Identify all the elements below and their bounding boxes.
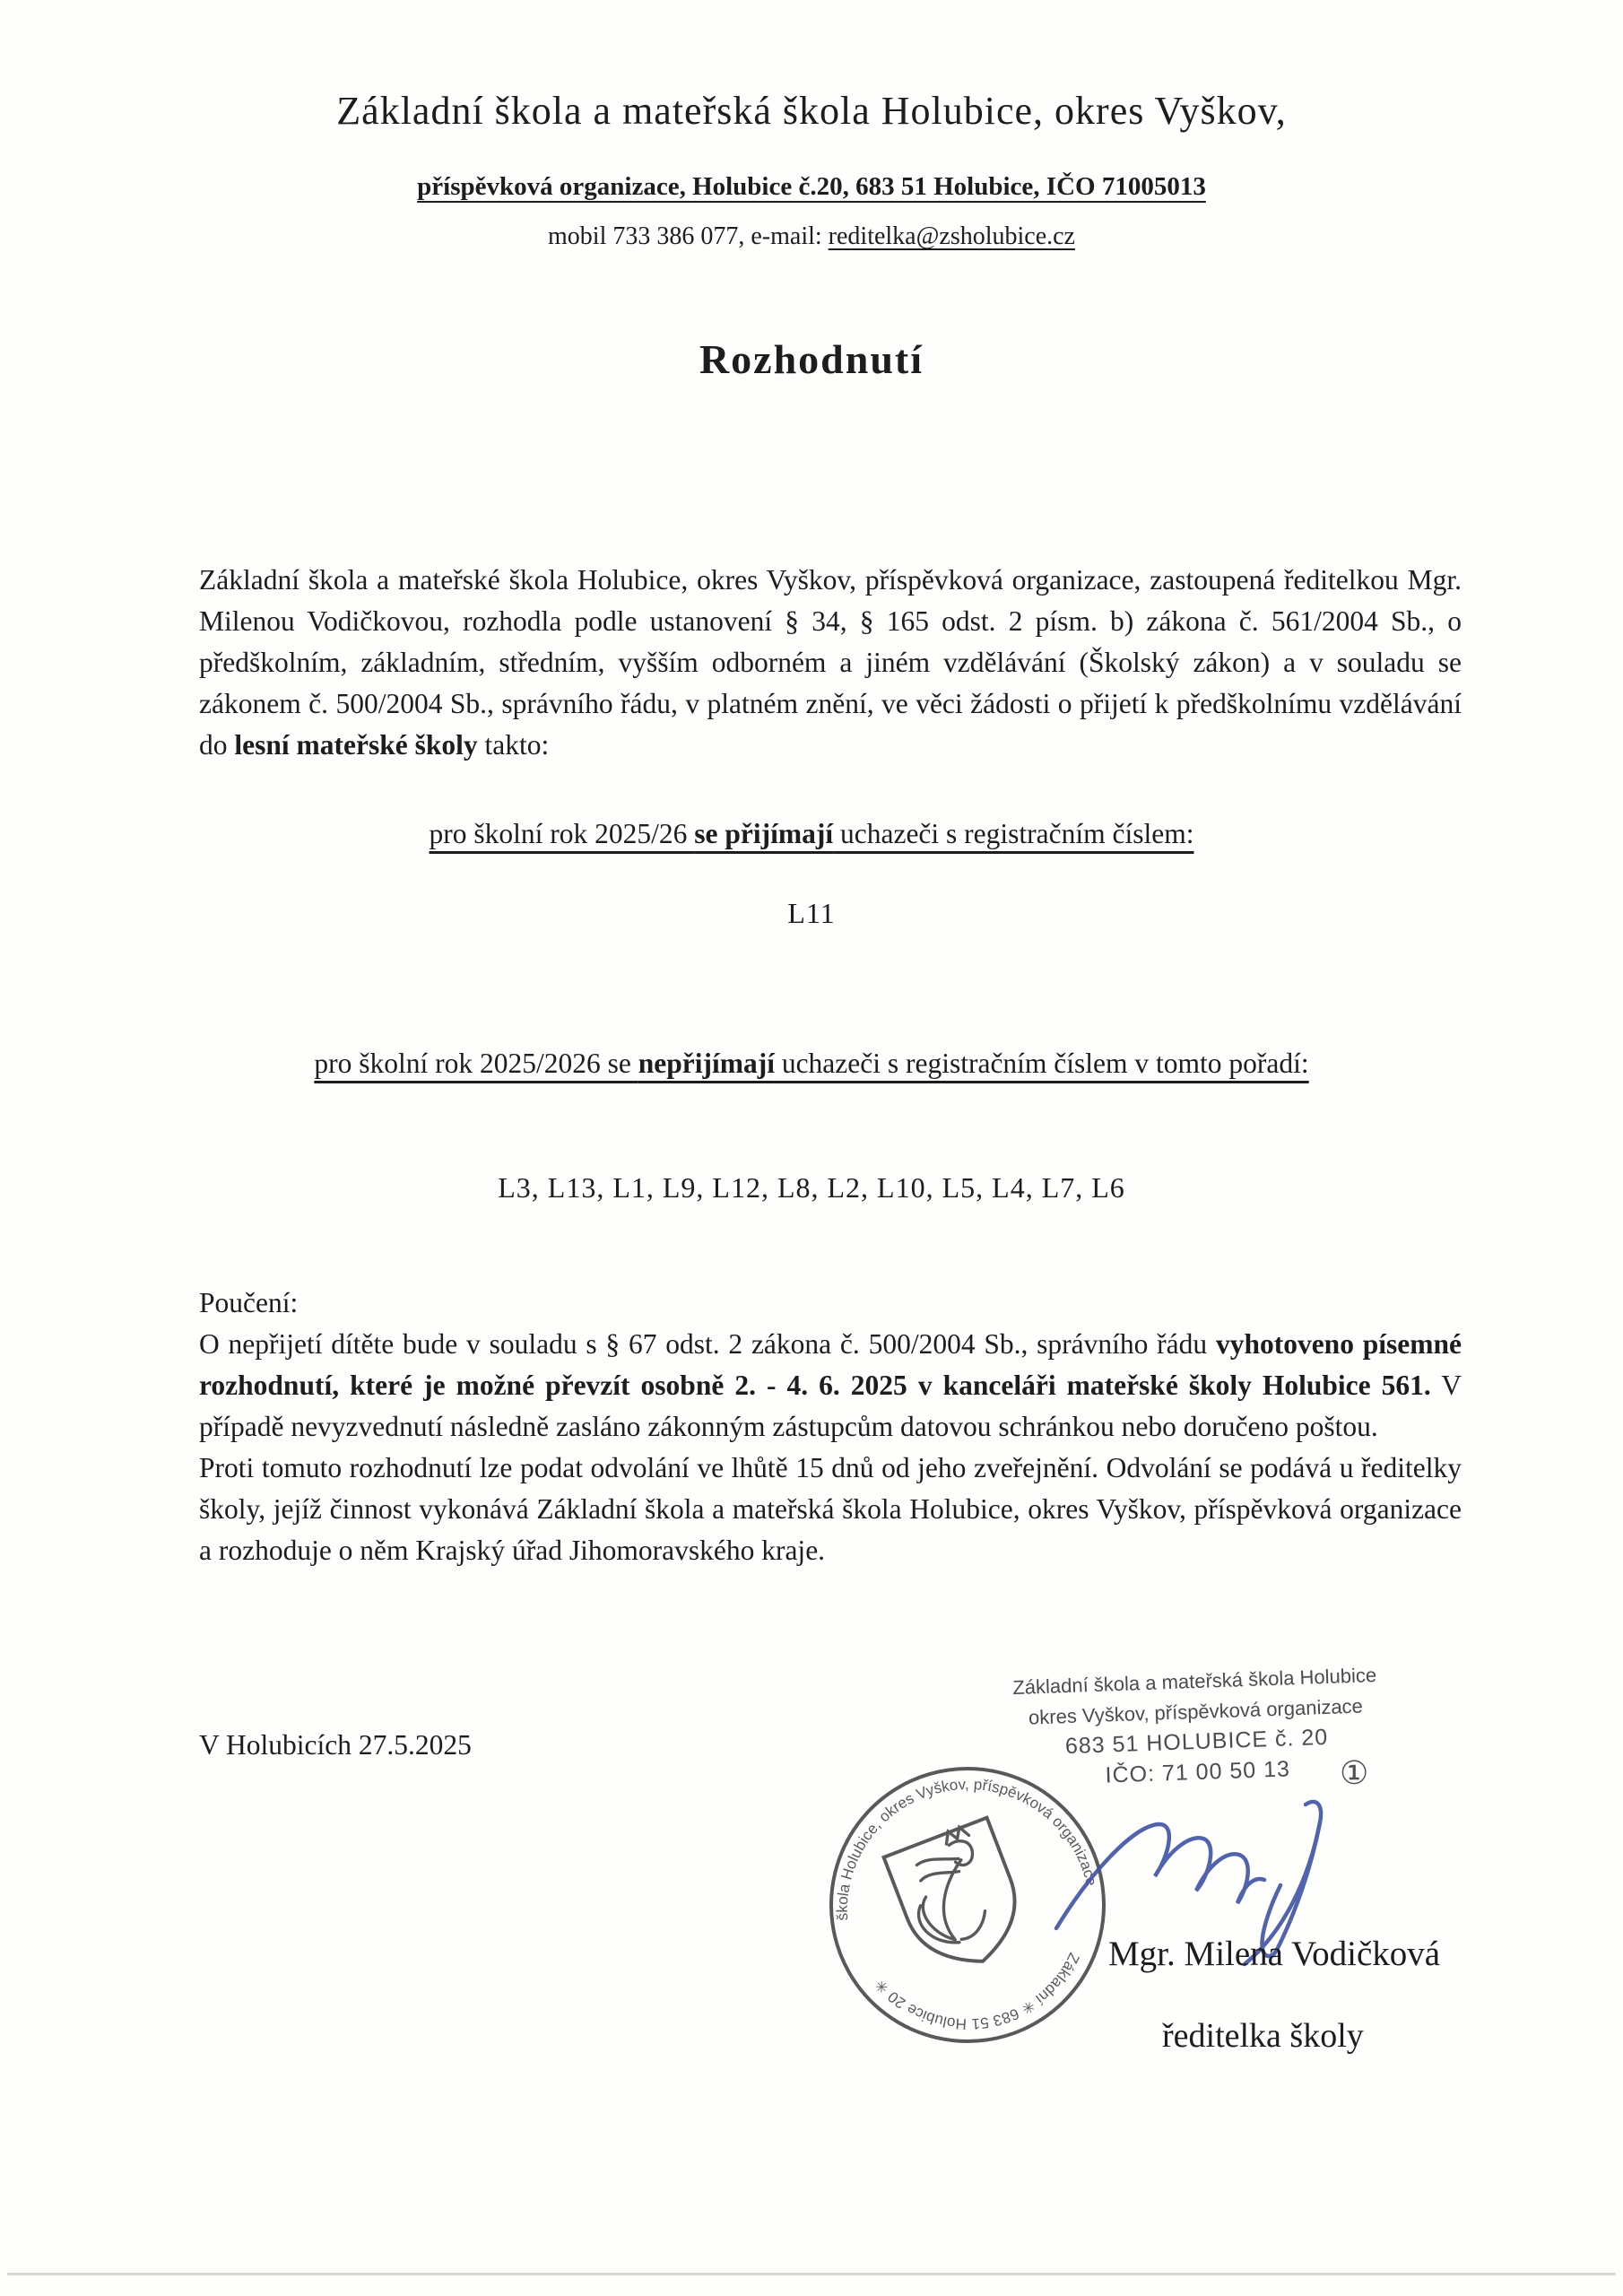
notice-paragraph-1 — [199, 1324, 1462, 1448]
signer-name: Mgr. Milena Vodičková — [1108, 1935, 1441, 1973]
notice-text-1: O nepřijetí dítěte bude v souladu s § 67 odst. 2 zákona č. 500/2004 Sb., správního řádu — [199, 1328, 1216, 1360]
accepted-registration-number: L11 — [787, 897, 836, 929]
signer-role: ředitelka školy — [1162, 2017, 1364, 2055]
notice-section — [199, 1283, 1462, 1571]
email-link[interactable]: reditelka@zsholubice.cz — [828, 222, 1075, 250]
intro-paragraph — [199, 560, 1462, 766]
contact-line — [0, 222, 1623, 251]
school-subheading-text: příspěvková organizace, Holubice č.20, 683 51 Holubice, IČO 71005013 — [417, 172, 1206, 201]
round-stamp-arc-bottom-text: Základní ✳ 683 51 Holubice 20 ✳ — [871, 1950, 1083, 2033]
notice-heading: Poučení: — [199, 1287, 299, 1318]
circled-one-badge: ① — [1340, 1754, 1369, 1791]
date-place: V Holubicích 27.5.2025 — [199, 1729, 472, 1761]
rejected-registration-numbers: L3, L13, L1, L9, L12, L8, L2, L10, L5, L4, L7, L6 — [498, 1171, 1125, 1204]
contact-prefix: mobil 733 386 077, e-mail: — [548, 222, 829, 250]
intro-text-2: takto: — [477, 728, 550, 761]
round-stamp-arc-top-text: škola Holubice, okres Vyškov, příspěvková organizace — [833, 1775, 1100, 1921]
accepted-bold: se přijímají — [694, 818, 834, 849]
scan-artifact-line — [7, 2273, 1616, 2275]
rect-stamp-line-2: okres Vyškov, příspěvková organizace — [1028, 1694, 1364, 1729]
document-title: Rozhodnutí — [699, 336, 924, 382]
rejected-prefix: pro školní rok 2025/2026 se — [314, 1048, 638, 1079]
rect-stamp-line-1: Základní škola a mateřská škola Holubice — [1011, 1663, 1377, 1700]
intro-text-1: Základní škola a mateřské škola Holubice, okres Vyškov, příspěvková organizace, zastoupená ředitelkou Mgr. Milenou Vodičkovou, rozhodla podle ustanovení § 34, § 165 odst. 2 písm. b) zákona č. 561/2004 Sb., o předškolním, základním, středním, vyšším odborném a jiném vzdělávání (Školský zákon) a v souladu se zákonem č. 500/2004 Sb., správního řádu, v platném znění, ve věci žádosti o přijetí k předškolnímu vzdělávání do — [199, 563, 1462, 761]
notice-text-2: V případě nevyzvednutí následně zasláno zákonným zástupcům datovou schránkou nebo doručeno poštou. — [199, 1370, 1462, 1442]
intro-bold: lesní mateřské školy — [234, 728, 478, 761]
rect-stamp-line-4: IČO: 71 00 50 13 — [1105, 1756, 1291, 1788]
rejected-suffix: uchazeči s registračním číslem v tomto pořadí: — [774, 1048, 1309, 1079]
accepted-prefix: pro školní rok 2025/26 — [429, 818, 695, 849]
notice-bold: vyhotoveno písemné rozhodnutí, které je možné převzít osobně 2. - 4. 6. 2025 v kanceláři mateřské školy Holubice 561. — [199, 1328, 1462, 1401]
accepted-heading — [0, 818, 1623, 850]
school-name-heading: Základní škola a mateřská škola Holubice, okres Vyškov, — [336, 89, 1287, 133]
signature-stroke-1 — [1056, 1824, 1264, 1928]
rect-stamp-line-3: 683 51 HOLUBICE č. 20 — [1064, 1724, 1329, 1760]
stamp-shield-emblem — [883, 1817, 1034, 1981]
rejected-heading — [0, 1048, 1623, 1080]
notice-paragraph-2: Proti tomuto rozhodnutí lze podat odvolání ve lhůtě 15 dnů od jeho zveřejnění. Odvolání se podává u ředitelky školy, jejíž činnost vykonává Základní škola a mateřská škola Holubice, okres Vyškov, příspěvková organizace a rozhoduje o něm Krajský úřad Jihomoravského kraje. — [199, 1452, 1462, 1566]
accepted-suffix: uchazeči s registračním číslem: — [833, 818, 1194, 849]
rejected-bold: nepřijímají — [638, 1048, 775, 1079]
school-subheading — [0, 172, 1623, 202]
